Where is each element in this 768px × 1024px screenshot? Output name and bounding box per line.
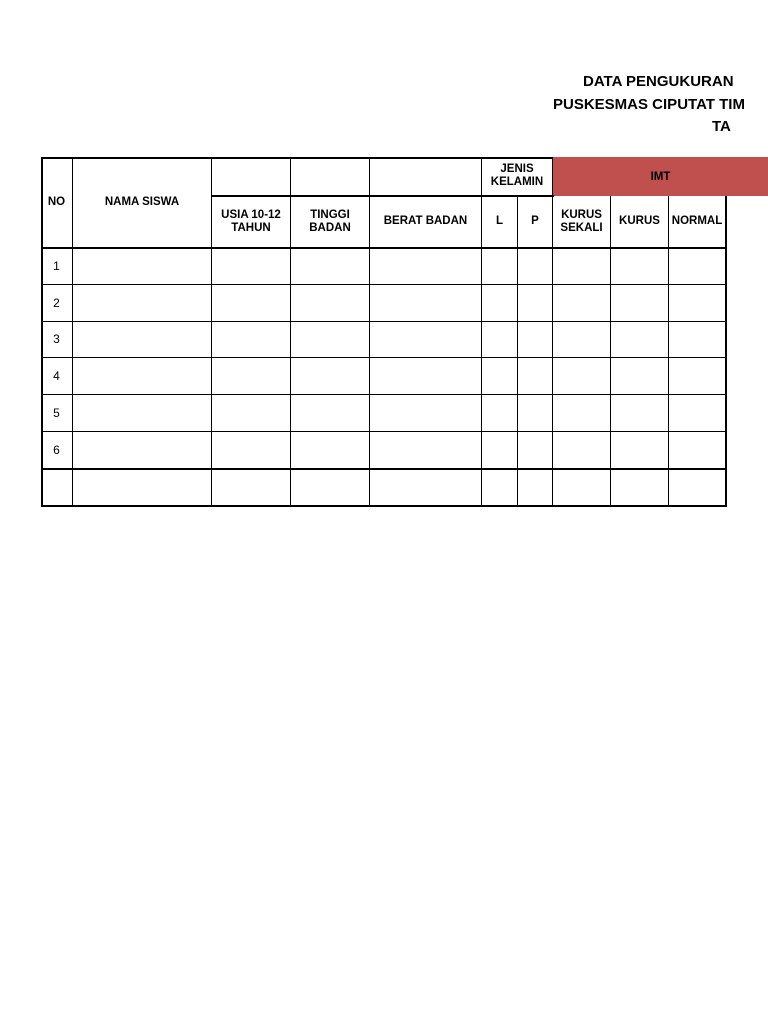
- table-cell[interactable]: [291, 322, 370, 358]
- table-cell[interactable]: [212, 285, 291, 322]
- table-cell[interactable]: [291, 248, 370, 285]
- table-cell[interactable]: [73, 358, 212, 395]
- table-cell[interactable]: [291, 358, 370, 395]
- row-number-cell[interactable]: 5: [41, 395, 73, 432]
- report-title-line-2: PUSKESMAS CIPUTAT TIM: [553, 96, 745, 113]
- table-cell[interactable]: [518, 469, 553, 506]
- table-left-border: [41, 157, 43, 507]
- table-cell[interactable]: [370, 432, 482, 469]
- header-blank-berat: [370, 157, 482, 196]
- table-cell[interactable]: [611, 432, 669, 469]
- header-usia: USIA 10-12 TAHUN: [212, 196, 291, 248]
- table-cell[interactable]: [518, 395, 553, 432]
- table-cell[interactable]: [611, 285, 669, 322]
- table-cell[interactable]: [518, 358, 553, 395]
- table-cell[interactable]: [611, 469, 669, 506]
- header-no: NO: [41, 157, 73, 248]
- table-cell[interactable]: [212, 248, 291, 285]
- header-blank-tinggi: [291, 157, 370, 196]
- table-cell[interactable]: [370, 395, 482, 432]
- table-cell[interactable]: [291, 395, 370, 432]
- table-top-border: [41, 157, 553, 159]
- table-cell[interactable]: [553, 285, 611, 322]
- report-title-line-3: TA: [712, 118, 731, 135]
- table-cell[interactable]: [482, 248, 518, 285]
- measurement-table: [41, 157, 768, 507]
- table-cell[interactable]: [553, 395, 611, 432]
- table-cell[interactable]: [611, 358, 669, 395]
- table-cell[interactable]: [553, 469, 611, 506]
- table-cell[interactable]: [212, 322, 291, 358]
- table-cell[interactable]: [291, 285, 370, 322]
- row-number-cell[interactable]: 1: [41, 248, 73, 285]
- table-cell[interactable]: [212, 432, 291, 469]
- table-cell[interactable]: [669, 358, 726, 395]
- table-cell[interactable]: [291, 432, 370, 469]
- row-number-cell[interactable]: 4: [41, 358, 73, 395]
- table-cell[interactable]: [291, 469, 370, 506]
- table-cell[interactable]: [611, 248, 669, 285]
- table-cell[interactable]: [482, 469, 518, 506]
- table-cell[interactable]: [370, 285, 482, 322]
- last-row-top-border: [41, 468, 726, 470]
- table-cell[interactable]: [73, 395, 212, 432]
- header-kurus-sekali: KURUS SEKALI: [553, 196, 611, 248]
- table-cell[interactable]: [669, 469, 726, 506]
- header-nama-siswa: NAMA SISWA: [73, 157, 212, 248]
- table-cell[interactable]: [669, 248, 726, 285]
- table-cell[interactable]: [518, 432, 553, 469]
- table-cell[interactable]: [73, 322, 212, 358]
- table-cell[interactable]: [553, 248, 611, 285]
- table-cell[interactable]: [212, 395, 291, 432]
- row-number-cell[interactable]: 6: [41, 432, 73, 469]
- table-cell[interactable]: [553, 432, 611, 469]
- table-cell[interactable]: [669, 285, 726, 322]
- table-cell[interactable]: [553, 322, 611, 358]
- table-cell[interactable]: [482, 395, 518, 432]
- table-cell[interactable]: [482, 285, 518, 322]
- table-cell[interactable]: [518, 285, 553, 322]
- table-cell[interactable]: [611, 395, 669, 432]
- table-cell[interactable]: [553, 358, 611, 395]
- table-cell[interactable]: [212, 469, 291, 506]
- table-right-border: [725, 196, 727, 507]
- table-cell[interactable]: [73, 432, 212, 469]
- row-number-cell[interactable]: [41, 469, 73, 506]
- table-cell[interactable]: [611, 322, 669, 358]
- header-tinggi-badan: TINGGI BADAN: [291, 196, 370, 248]
- header-jenis-kelamin: JENIS KELAMIN: [482, 157, 553, 196]
- header-p: P: [518, 196, 553, 248]
- table-cell[interactable]: [669, 322, 726, 358]
- header-kurus: KURUS: [611, 196, 669, 248]
- row-number-cell[interactable]: 3: [41, 322, 73, 358]
- table-cell[interactable]: [482, 432, 518, 469]
- table-cell[interactable]: [518, 248, 553, 285]
- header-row-divider: [212, 195, 554, 197]
- table-cell[interactable]: [482, 358, 518, 395]
- table-cell[interactable]: [73, 248, 212, 285]
- table-cell[interactable]: [370, 248, 482, 285]
- header-berat-badan: BERAT BADAN: [370, 196, 482, 248]
- header-blank-usia: [212, 157, 291, 196]
- header-imt: IMT: [553, 157, 768, 196]
- header-l: L: [482, 196, 518, 248]
- table-bottom-border: [41, 505, 726, 507]
- row-number-cell[interactable]: 2: [41, 285, 73, 322]
- report-title-line-1: DATA PENGUKURAN: [583, 73, 734, 90]
- table-cell[interactable]: [669, 395, 726, 432]
- table-cell[interactable]: [73, 469, 212, 506]
- table-cell[interactable]: [370, 358, 482, 395]
- table-cell[interactable]: [669, 432, 726, 469]
- table-cell[interactable]: [370, 322, 482, 358]
- table-cell[interactable]: [73, 285, 212, 322]
- table-cell[interactable]: [212, 358, 291, 395]
- table-cell[interactable]: [482, 322, 518, 358]
- header-normal: NORMAL: [669, 196, 726, 248]
- table-cell[interactable]: [370, 469, 482, 506]
- table-cell[interactable]: [518, 322, 553, 358]
- header-bottom-border: [41, 247, 726, 249]
